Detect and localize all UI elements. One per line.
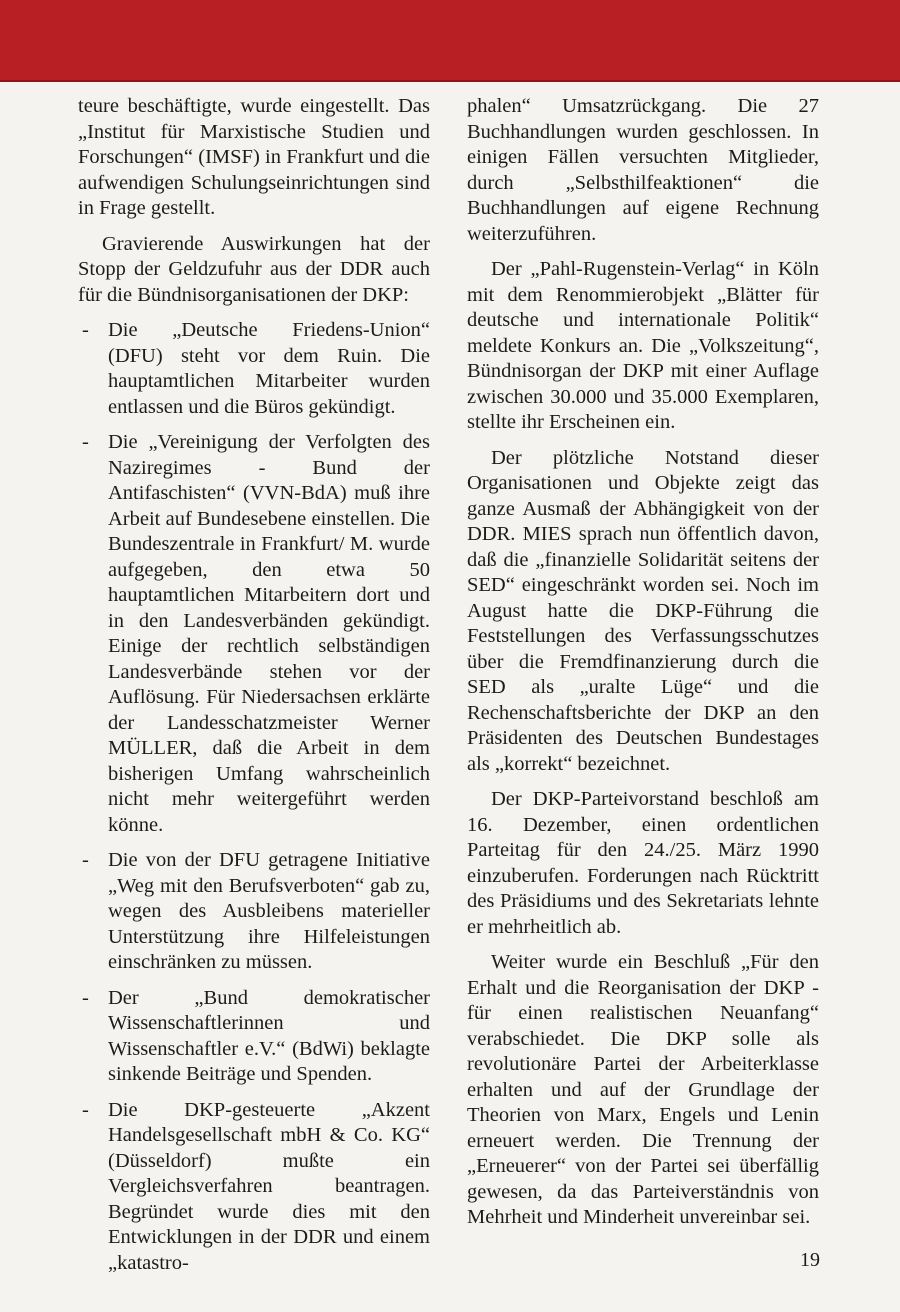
paragraph-continued: teure beschäftigte, wurde eingestellt. Das „Institut für Marxistische Studien und Forschungen“ (IMSF) in Frankfurt und die aufwendigen Schulungseinrichtungen sind in Frage gestellt.: [78, 95, 430, 219]
organisation-list: [78, 318, 430, 1276]
list-item-text: Der „Bund demokratischer Wissenschaftlerinnen und Wissenschaftler e.V.“ (BdWi) beklagte sinkende Beiträge und Spenden.: [108, 986, 430, 1085]
list-item-text: Die „Vereinigung der Verfolgten des Naziregimes - Bund der Antifaschisten“ (VVN-BdA) muß ihre Arbeit auf Bundesebene einstellen. Die Bundeszentrale in Frankfurt/ M. wurde aufgegeben, den etwa 50 hauptamtlichen Mitarbeitern dort und in den Landesverbänden gekündigt. Einige der rechtlich selbständigen Landesverbände stehen vor der Auflösung. Für Niedersachsen erklärte der Landesschatzmeister Werner MÜLLER, daß die Arbeit in dem bisherigen Umfang wahrscheinlich nicht mehr weitergeführt werden könne.: [108, 431, 430, 836]
list-item: [78, 986, 430, 1088]
paragraph-continued: phalen“ Umsatzrückgang. Die 27 Buchhandlungen wurden geschlossen. In einigen Fällen versuchten Mitglieder, durch „Selbsthilfeaktionen“ die Buchhandlungen auf eigene Rechnung weiterzuführen.: [467, 95, 819, 245]
dash-marker: -: [82, 431, 89, 453]
dash-marker: -: [82, 986, 89, 1009]
red-header-band: [0, 0, 900, 82]
page-number: 19: [800, 1249, 820, 1271]
list-item-text: Die von der DFU getragene Initiative „Weg mit den Berufsverboten“ gab zu, wegen des Ausbleibens materieller Unterstützung ihre Hilfeleistungen einschränken zu müssen.: [108, 849, 430, 973]
list-item: [78, 318, 430, 420]
list-item: [78, 1098, 430, 1277]
dash-marker: -: [82, 1098, 89, 1121]
paragraph-verlag: Der „Pahl-Rugenstein-Verlag“ in Köln mit dem Renommierobjekt „Blätter für deutsche und internationale Politik“ meldete Konkurs an. Die „Volkszeitung“, Bündnisorgan der DKP mit einer Auflage zwischen 30.000 und 35.000 Exemplaren, stellte ihr Erscheinen ein.: [467, 258, 819, 433]
dash-marker: -: [82, 319, 89, 341]
list-item: [78, 848, 430, 976]
paragraph-intro: Gravierende Auswirkungen hat der Stopp der Geldzufuhr aus der DDR auch für die Bündnisorganisationen der DKP:: [78, 232, 430, 306]
paragraph-parteivorstand: Der DKP-Parteivorstand beschloß am 16. Dezember, einen ordentlichen Parteitag für den 24./25. März 1990 einzuberufen. Forderungen nach Rücktritt des Präsidiums und des Sekretariats lehnte er mehrheitlich ab.: [467, 788, 819, 938]
page-body: [78, 94, 823, 1284]
left-column: [78, 94, 430, 1286]
paragraph-beschluss: Weiter wurde ein Beschluß „Für den Erhalt und die Reorganisation der DKP - für einen realistischen Neuanfang“ verabschiedet. Die DKP solle als revolutionäre Partei der Arbeiterklasse erhalten und auf der Grundlage der Theorien von Marx, Engels und Lenin erneuert werden. Die Trennung der „Erneuerer“ von der Partei sei überfällig gewesen, da das Parteiverständnis von Mehrheit und Minderheit unvereinbar sei.: [467, 951, 819, 1228]
list-item: [78, 430, 430, 838]
dash-marker: -: [82, 849, 89, 871]
right-column: [467, 94, 819, 1241]
list-item-text: Die DKP-gesteuerte „Akzent Handelsgesellschaft mbH & Co. KG“ (Düsseldorf) mußte ein Vergleichsverfahren beantragen. Begründet wurde dies mit den Entwicklungen in der DDR und einem „katastro-: [108, 1098, 430, 1274]
list-item-text: Die „Deutsche Friedens-Union“ (DFU) steht vor dem Ruin. Die hauptamtlichen Mitarbeiter wurden entlassen und die Büros gekündigt.: [108, 319, 430, 418]
paragraph-notstand: Der plötzliche Notstand dieser Organisationen und Objekte zeigt das ganze Ausmaß der Abhängigkeit von der DDR. MIES sprach nun öffentlich davon, daß die „finanzielle Solidarität seitens der SED“ eingeschränkt worden sei. Noch im August hatte die DKP-Führung die Feststellungen des Verfassungsschutzes über die Fremdfinanzierung durch die SED als „uralte Lüge“ und die Rechenschaftsberichte der DKP an den Präsidenten des Deutschen Bundestages als „korrekt“ bezeichnet.: [467, 446, 819, 775]
